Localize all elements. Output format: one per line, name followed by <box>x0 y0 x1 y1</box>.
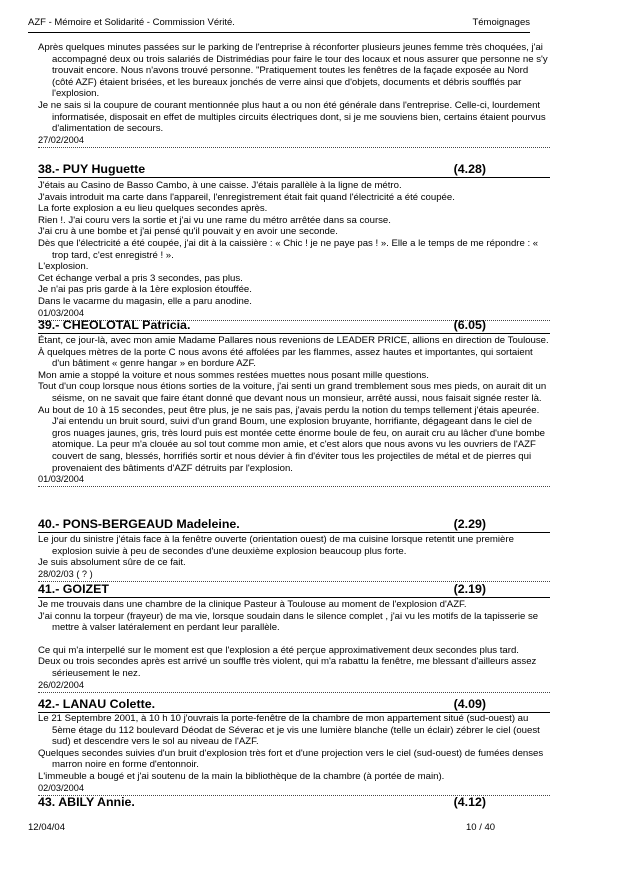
paragraph: Je suis absolument sûre de ce fait. <box>38 557 186 569</box>
testimony-41 <box>38 599 550 693</box>
paragraph: Après quelques minutes passées sur le parking de l'entreprise à réconforter plusieurs jeunes femme très choquées, j'ai accompagné deux ou trois salariés de Distrimédias pour faire le tour des locaux et nous assurer que personne ne s'y trouvait encore. Nous n'avons trouvé personne. "Pratiquement toutes les fenêtres de la façade exposée au Nord (côté AZF) étaient brisées, et les bureaux jonchés de verre ainsi que d'objets, documents et débris soufflés par l'explosion. <box>38 42 548 100</box>
testimony-40 <box>38 534 550 582</box>
section-title: 41.- GOIZET <box>38 582 109 596</box>
paragraph: Le 21 Septembre 2001, à 10 h 10 j'ouvrais la porte-fenêtre de la chambre de mon appartement situé (sud-ouest) au 5ème étage du 112 boulevard Déodat de Séverac et je vis une lumière blanche (telle un éclair) zébrer le ciel (ouest sud) et descendre vers le sol au niveau de l'AZF. <box>38 713 540 748</box>
section-code: (4.09) <box>453 697 486 711</box>
paragraph: Ce qui m'a interpellé sur le moment est que l'explosion a été perçue approximativement deux secondes plus tard. <box>38 644 519 656</box>
date-rule <box>38 692 550 693</box>
section-heading-38 <box>38 162 550 177</box>
testimony-date: 27/02/2004 <box>38 134 84 145</box>
intro-block <box>38 42 550 148</box>
heading-rule <box>38 532 550 533</box>
paragraph: J'étais au Casino de Basso Cambo, à une caisse. J'étais parallèle à la ligne de métro. <box>38 180 402 191</box>
section-heading-41 <box>38 582 550 597</box>
date-rule <box>38 147 550 148</box>
section-code: (2.19) <box>453 582 486 596</box>
heading-rule <box>38 177 550 178</box>
paragraph: Deux ou trois secondes après est arrivé un souffle très violent, qui m'a rabattu la fenêtre, me blessant d'ailleurs assez sérieusement le nez. <box>38 656 537 679</box>
footer-date: 12/04/04 <box>28 822 65 833</box>
paragraph: Je me trouvais dans une chambre de la clinique Pasteur à Toulouse au moment de l'explosion d'AZF. <box>38 599 467 610</box>
header-section: Témoignages <box>472 17 530 28</box>
header-title: AZF - Mémoire et Solidarité - Commission Vérité. <box>28 17 235 28</box>
paragraph: L'explosion. <box>38 261 89 273</box>
heading-rule <box>38 333 550 334</box>
paragraph: Dans le vacarme du magasin, elle a paru anodine. <box>38 295 252 307</box>
section-heading-39 <box>38 318 550 333</box>
testimony-date: 02/03/2004 <box>38 782 84 793</box>
paragraph: J'ai connu la torpeur (frayeur) de ma vie, lorsque soudain dans le silence complet , j'ai vu les motifs de la tapisserie se mettre à valser latéralement en perdant leur parallèle. <box>38 610 539 634</box>
paragraph: L'immeuble a bougé et j'ai soutenu de la main la bibliothèque de la chambre (à portée de main). <box>38 770 445 782</box>
testimony-42 <box>38 713 550 796</box>
page-header <box>28 14 530 33</box>
paragraph: J'ai cru à une bombe et j'ai pensé qu'il pouvait y en avoir une seconde. <box>38 226 338 238</box>
testimony-date: 01/03/2004 <box>38 474 84 485</box>
page-number: 10 / 40 <box>466 822 496 833</box>
section-title: 40.- PONS-BERGEAUD Madeleine. <box>38 517 240 531</box>
paragraph: Tout d'un coup lorsque nous étions sorties de la voiture, j'ai senti un grand tremblement sous mes pieds, on aurait dit un séisme, on ne savait que faire étant donné que devant nous un monsieur, arrêté aussi, nous faisait signée rester là. <box>38 381 547 404</box>
section-title: 39.- CHEOLOTAL Patricia. <box>38 318 191 332</box>
section-title: 43. ABILY Annie. <box>38 795 135 809</box>
paragraph: Quelques secondes suivies d'un bruit d'explosion très fort et d'une projection vers le ciel (sud-ouest) de fumées denses marron noire en forme d'entonnoir. <box>38 747 544 771</box>
section-code: (2.29) <box>453 517 486 531</box>
spacer <box>38 634 550 645</box>
section-heading-43 <box>38 795 550 810</box>
section-code: (4.28) <box>453 162 486 176</box>
date-rule <box>38 486 550 487</box>
paragraph: Étant, ce jour-là, avec mon amie Madame Pallares nous revenions de LEADER PRICE, allions en direction de Toulouse. <box>38 335 549 346</box>
paragraph: Rien !. J'ai couru vers la sortie et j'ai vu une rame du métro arrêtée dans sa course. <box>38 214 391 226</box>
paragraph: Cet échange verbal a pris 3 secondes, pas plus. <box>38 272 243 284</box>
section-heading-40 <box>38 517 550 532</box>
testimony-38 <box>38 180 550 321</box>
paragraph: La forte explosion a eu lieu quelques secondes après. <box>38 203 268 215</box>
section-title: 42.- LANAU Colette. <box>38 697 156 711</box>
section-title: 38.- PUY Huguette <box>38 162 146 176</box>
section-code: (4.12) <box>453 795 486 809</box>
paragraph: J'avais introduit ma carte dans l'appareil, l'enregistrement était fait quand l'électricité a été coupée. <box>38 191 455 203</box>
testimony-date: 28/02/03 ( ? ) <box>38 568 93 579</box>
paragraph: Mon amie a stoppé la voiture et nous sommes restées muettes nous posant mille questions. <box>38 369 429 381</box>
section-code: (6.05) <box>453 318 486 332</box>
paragraph: Je ne sais si la coupure de courant mentionnée plus haut a ou non été générale dans l'entreprise. Celle-ci, lourdement informatisée, disposait en effet de multiples circuits électriques dont, si je me souviens bien, certains étaient pourvus d'alimentation de secours. <box>38 99 546 135</box>
section-heading-42 <box>38 697 550 712</box>
heading-rule <box>38 597 550 598</box>
testimony-date: 26/02/2004 <box>38 679 84 690</box>
paragraph: Dès que l'électricité a été coupée, j'ai dit à la caissière : « Chic ! je ne paye pas ! ». Elle a le temps de me répondre : « trop tard, c'est enregistré ! ». <box>38 237 539 261</box>
paragraph: Au bout de 10 à 15 secondes, peut être plus, je ne sais pas, j'avais perdu la notion du temps tellement j'étais apeurée. J'ai entendu un bruit sourd, suivi d'un grand Boum, une explosion bruyante, horrifiante, dégageant dans le ciel de gros nuages jaunes, gris, très lourd puis est montée cette énorme boule de feu, on aurait cru au lâcher d'une bombe atomique. La peur m'a clouée au sol tout comme mon amie, et c'est alors que nous avons vu les ouvriers de l'AZF couvert de sang, blessés, horrifiés sortir et nous dévier à fin d'éviter tous les projectiles de métal et de pierres qui provenaient des bâtiments d'AZF détruits par l'explosion. <box>38 404 546 474</box>
paragraph: À quelques mètres de la porte C nous avons été affolées par les flammes, assez hautes et importantes, qui sortaient d'un bâtiment « genre hangar » en bordure AZF. <box>38 346 533 370</box>
testimony-39 <box>38 335 550 487</box>
paragraph: Je n'ai pas pris garde à la 1ère explosion étouffée. <box>38 284 252 296</box>
testimony-date: 01/03/2004 <box>38 307 84 318</box>
paragraph: Le jour du sinistre j'étais face à la fenêtre ouverte (orientation ouest) de ma cuisine lorsque retentit une première explosion suivie à peu de secondes d'une deuxième explosion beaucoup plus forte. <box>38 534 514 557</box>
